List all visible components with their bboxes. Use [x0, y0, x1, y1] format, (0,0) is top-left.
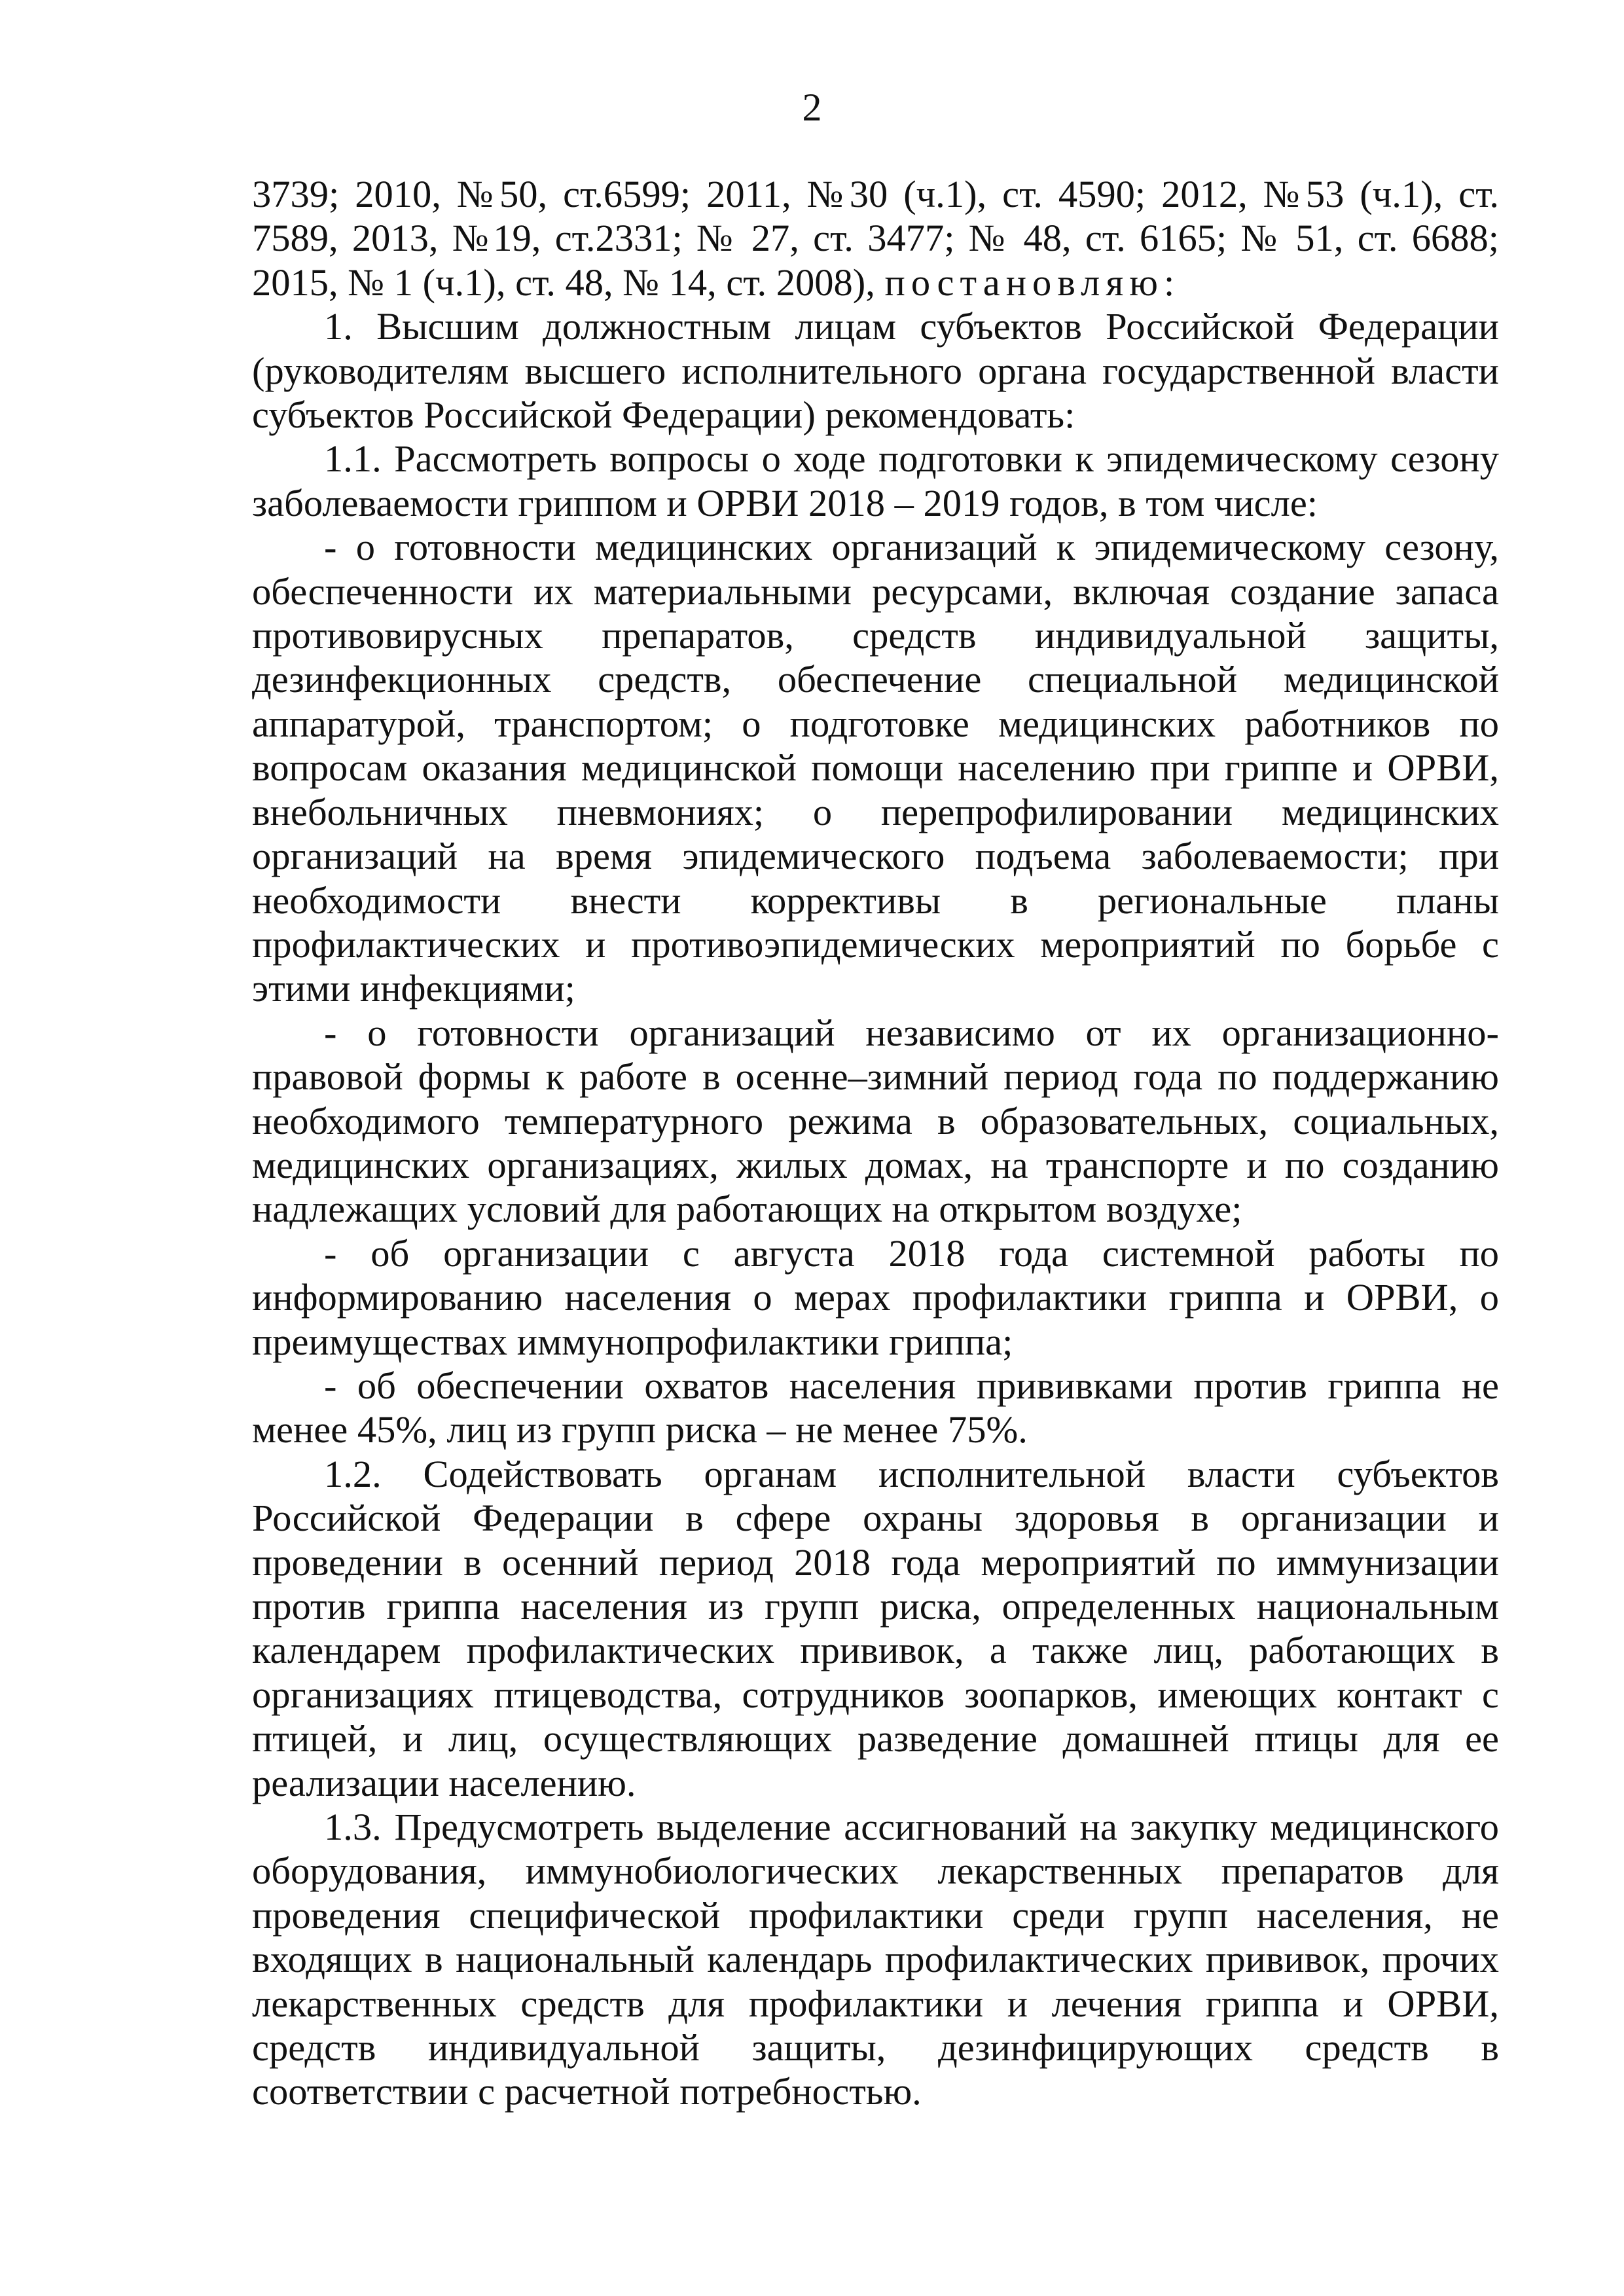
- paragraph-medical-readiness: - о готовности медицинских организаций к эпидемическому сезону, обеспеченности их материальными ресурсами, включая создание запаса противовирусных препаратов, средств индивидуальной защиты, дезинфекционных средств, обеспечение специальной медицинской аппаратурой, транспортом; о подготовке медицинских работников по вопросам оказания медицинской помощи населению при гриппе и ОРВИ, внебольничных пневмониях; о перепрофилировании медицинских организаций на время эпидемического подъема заболеваемости; при необходимости внести коррективы в региональные планы профилактических и противоэпидемических мероприятий по борьбе с этими инфекциями;: [252, 526, 1499, 1010]
- paragraph-vaccination-coverage: - об обеспечении охватов населения прививками против гриппа не менее 45%, лиц из групп риска – не менее 75%.: [252, 1364, 1499, 1451]
- paragraph-organization-readiness: - о готовности организаций независимо от их организационно-правовой формы к работе в осенне–зимний период года по поддержанию необходимого температурного режима в образовательных, социальных, медицинских организациях, жилых домах, на транспорте и по созданию надлежащих условий для работающих на открытом воздухе;: [252, 1011, 1499, 1231]
- paragraph-public-information: - об организации с августа 2018 года системной работы по информированию населения о мерах профилактики гриппа и ОРВИ, о преимуществах иммунопрофилактики гриппа;: [252, 1231, 1499, 1363]
- paragraph-1: 1. Высшим должностным лицам субъектов Российской Федерации (руководителям высшего исполнительного органа государственной власти субъектов Российской Федерации) рекомендовать:: [252, 305, 1499, 437]
- paragraph-1-1: 1.1. Рассмотреть вопросы о ходе подготовки к эпидемическому сезону заболеваемости гриппом и ОРВИ 2018 – 2019 годов, в том числе:: [252, 437, 1499, 524]
- legal-references-text: 3739; 2010, №50, ст.6599; 2011, №30 (ч.1), ст. 4590; 2012, №53 (ч.1), ст. 7589, 2013, №19, ст.2331; № 27, ст. 3477; № 48, ст. 6165; № 51, ст. 6688; 2015, № 1 (ч.1), ст. 48, № 14, ст. 2008),: [252, 173, 1499, 304]
- decree-word: постановляю:: [884, 261, 1181, 304]
- paragraph-1-2: 1.2. Содействовать органам исполнительной власти субъектов Российской Федерации в сфере охраны здоровья в организации и проведении в осенний период 2018 года мероприятий по иммунизации против гриппа населения из групп риска, определенных национальным календарем профилактических прививок, а также лиц, работающих в организациях птицеводства, сотрудников зоопарков, имеющих контакт с птицей, и лиц, осуществляющих разведение домашней птицы для ее реализации населению.: [252, 1452, 1499, 1804]
- document-body: [252, 172, 1499, 2114]
- paragraph-legal-references: [252, 172, 1499, 304]
- page-number: 2: [802, 86, 822, 129]
- paragraph-1-3: 1.3. Предусмотреть выделение ассигнований на закупку медицинского оборудования, иммунобиологических лекарственных препаратов для проведения специфической профилактики среди групп населения, не входящих в национальный календарь профилактических прививок, прочих лекарственных средств для профилактики и лечения гриппа и ОРВИ, средств индивидуальной защиты, дезинфицирующих средств в соответствии с расчетной потребностью.: [252, 1806, 1499, 2113]
